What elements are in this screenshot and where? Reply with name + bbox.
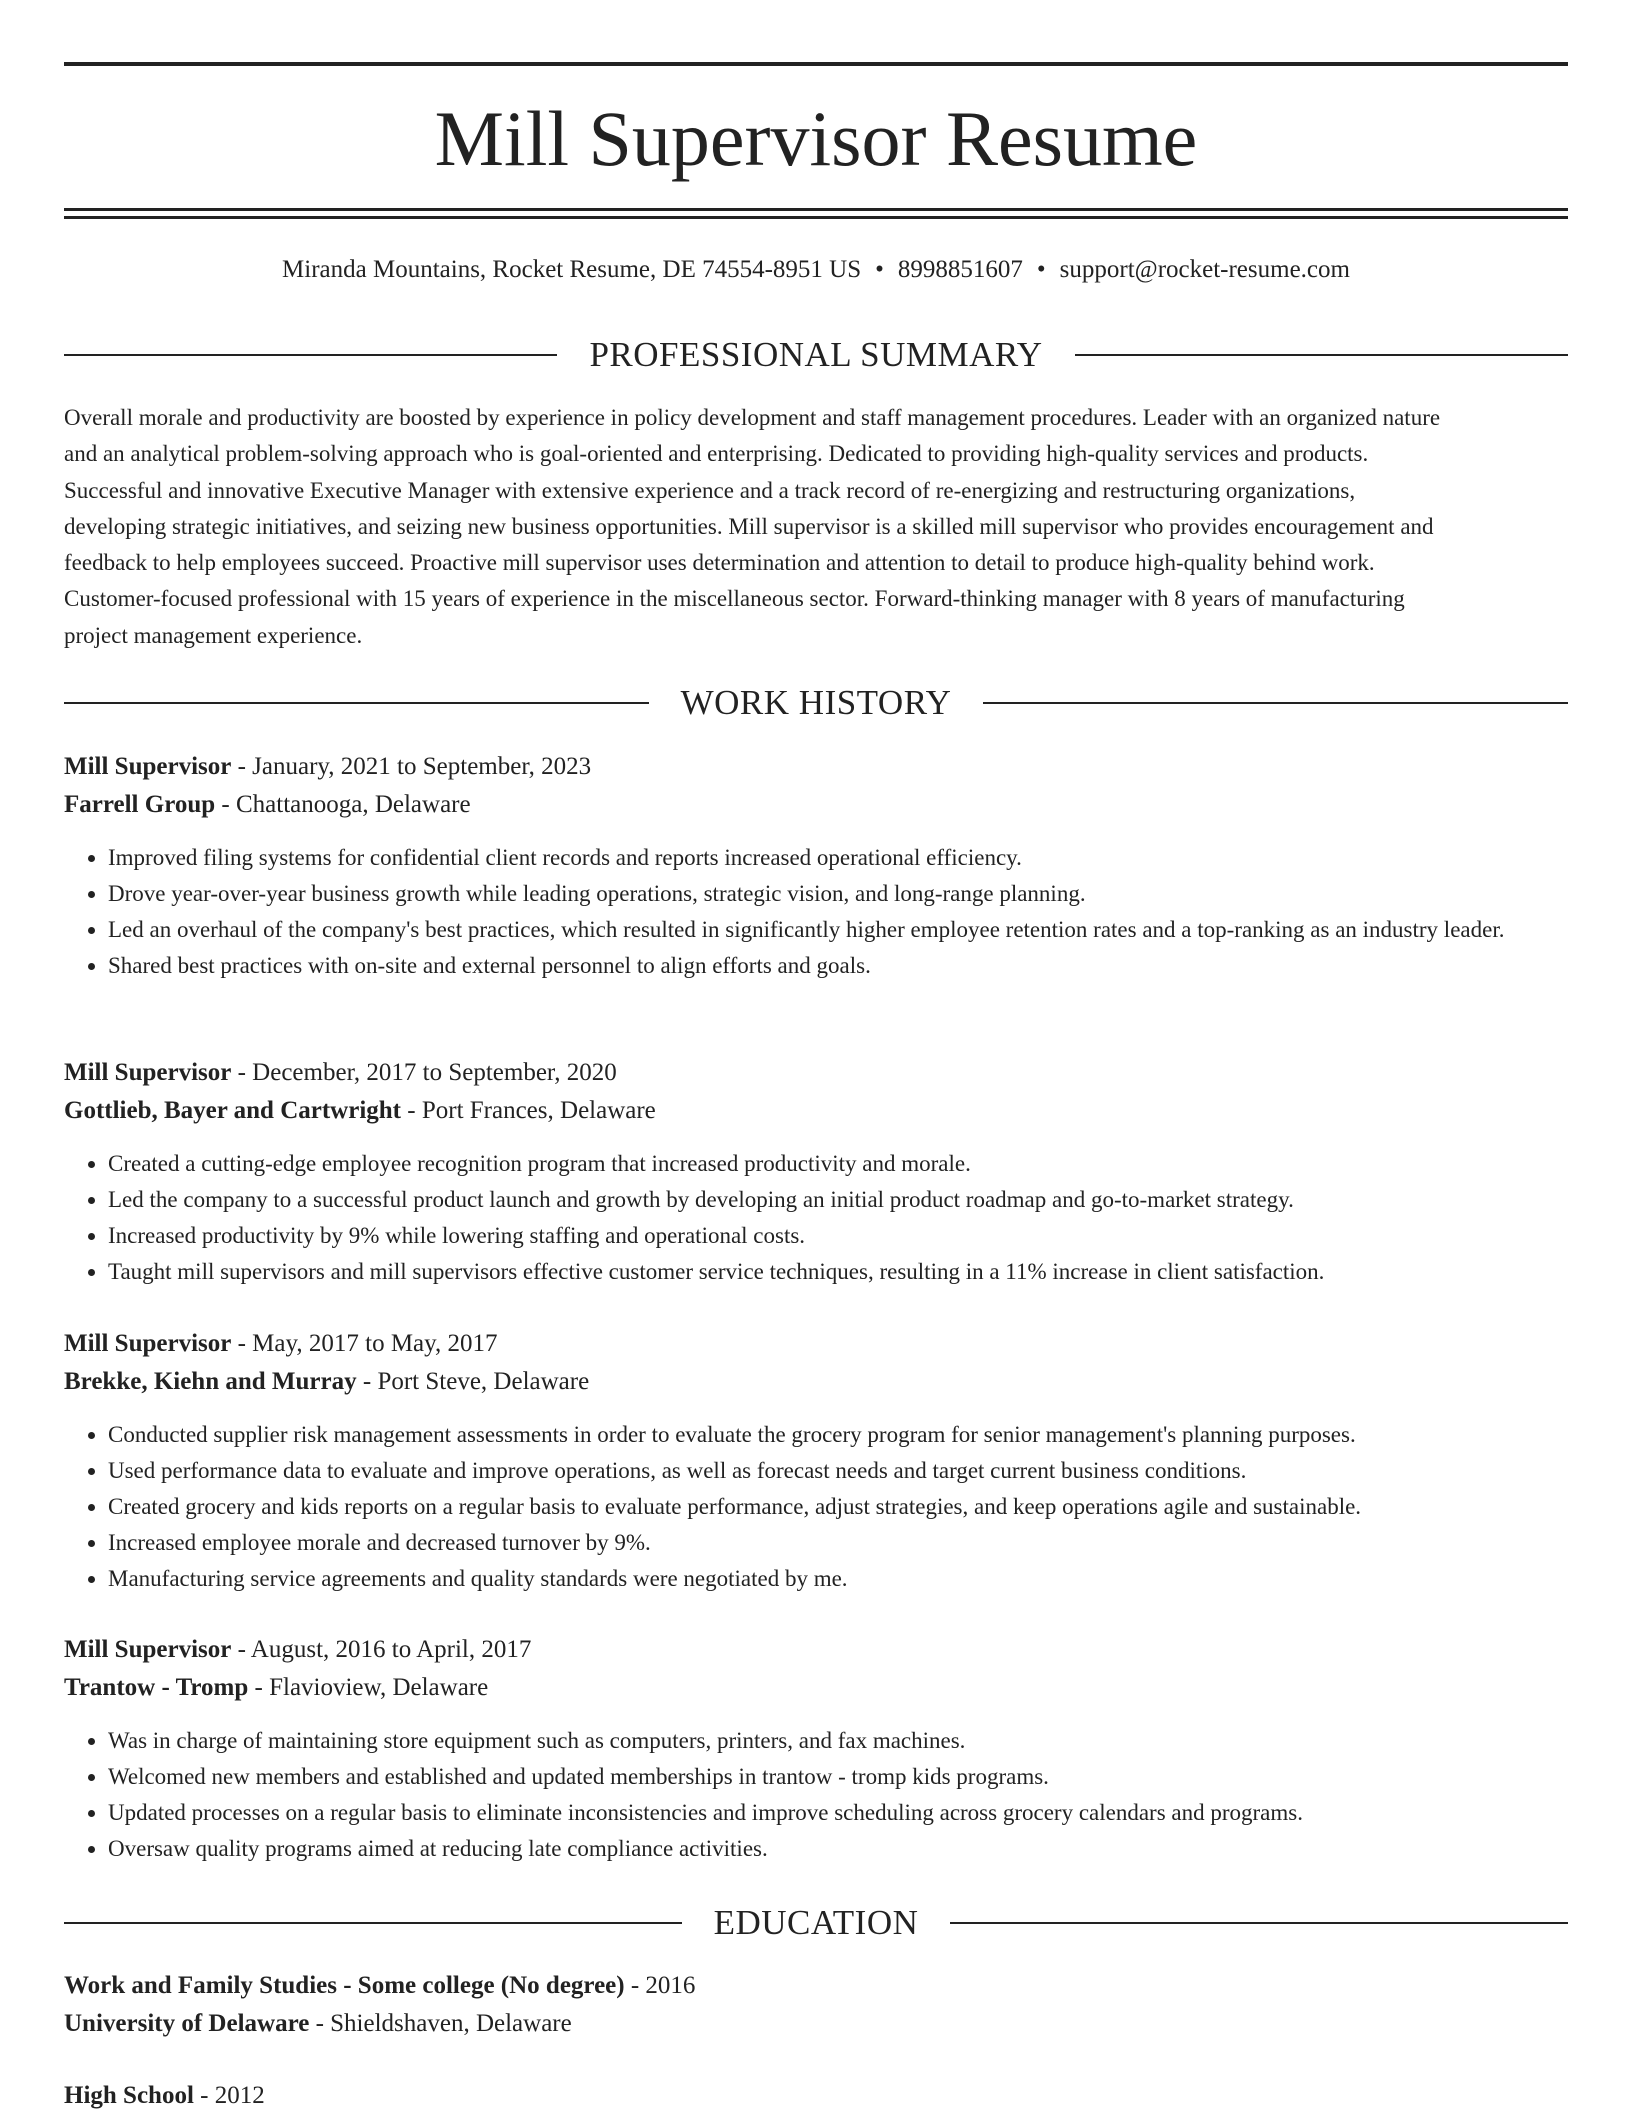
job-company: Brekke, Kiehn and Murray (64, 1368, 357, 1395)
job-location: - Port Frances, Delaware (401, 1097, 656, 1124)
summary-line: project management experience. (64, 622, 363, 648)
job-company-line (64, 786, 1568, 824)
job-dates: - December, 2017 to September, 2020 (231, 1059, 617, 1086)
professional-summary (64, 400, 1568, 654)
heading-rule (1075, 354, 1568, 356)
contact-email: support@rocket-resume.com (1059, 256, 1350, 283)
job-bullet: • Drove year-over-year business growth while leading operations, strategic vision, and long-range planning. (108, 876, 1568, 912)
job-bullets (64, 840, 1568, 984)
job-bullet: • Was in charge of maintaining store equipment such as computers, printers, and fax machines. (108, 1723, 1568, 1759)
job-title-line (64, 1631, 1568, 1669)
job-bullet: • Created grocery and kids reports on a regular basis to evaluate performance, adjust strategies, and keep operations agile and sustainable. (108, 1489, 1568, 1525)
education-school-line (64, 2005, 1568, 2043)
contact-separator: • (875, 256, 884, 283)
education-degree: High School (64, 2082, 194, 2109)
job-bullet: • Created a cutting-edge employee recognition program that increased productivity and morale. (108, 1146, 1568, 1182)
summary-line: and an analytical problem-solving approach who is goal-oriented and enterprising. Dedicated to providing high-quality services and products. (64, 441, 1369, 467)
section-title: WORK HISTORY (680, 683, 952, 722)
job-title: Mill Supervisor (64, 753, 232, 780)
job-bullets (64, 1417, 1568, 1597)
summary-line: Overall morale and productivity are boosted by experience in policy development and staff management procedures. Leader with an organized nature (64, 405, 1441, 430)
summary-line: Successful and innovative Executive Manager with extensive experience and a track record of re-energizing and restructuring organizations, (64, 477, 1356, 503)
summary-line: Customer-focused professional with 15 years of experience in the miscellaneous sector. Forward-thinking manager with 8 years of manufacturing (64, 586, 1405, 612)
top-rule (64, 62, 1568, 66)
contact-line (64, 253, 1568, 287)
job-bullet: • Improved filing systems for confidential client records and reports increased operational efficiency. (108, 840, 1568, 876)
job-location: - Chattanooga, Delaware (215, 791, 471, 818)
contact-separator: • (1036, 256, 1046, 283)
job-bullet: • Led an overhaul of the company's best practices, which resulted in significantly higher employee retention rates and a top-ranking as an industry leader. (108, 912, 1568, 948)
job-bullet: • Used performance data to evaluate and improve operations, as well as forecast needs and target current business conditions. (108, 1453, 1568, 1489)
job-dates: - January, 2021 to September, 2023 (231, 753, 592, 780)
job-title-line (64, 1325, 1568, 1363)
summary-line: feedback to help employees succeed. Proactive mill supervisor uses determination and attention to detail to produce high-quality behind work. (64, 550, 1375, 576)
heading-rule (983, 702, 1568, 704)
job-bullet: • Manufacturing service agreements and quality standards were negotiated by me. (108, 1561, 1568, 1597)
job-title-line (64, 748, 1568, 786)
section-title: PROFESSIONAL SUMMARY (589, 335, 1043, 374)
job-entry (64, 1054, 1568, 1290)
education-entry (64, 2077, 1568, 2115)
job-bullets (64, 1146, 1568, 1290)
job-entry (64, 748, 1568, 984)
job-location: - Flavioview, Delaware (248, 1674, 489, 1701)
job-entry (64, 1325, 1568, 1597)
page-title: Mill Supervisor Resume (434, 95, 1198, 182)
section-heading-work (64, 683, 1568, 723)
heading-rule (950, 1922, 1568, 1924)
education-year: - 2016 (624, 1972, 696, 1999)
heading-rule (64, 702, 649, 704)
job-bullet: • Shared best practices with on-site and external personnel to align efforts and goals. (108, 948, 1568, 984)
job-dates: - August, 2016 to April, 2017 (231, 1636, 532, 1663)
job-title: Mill Supervisor (64, 1330, 232, 1357)
job-bullet: • Taught mill supervisors and mill supervisors effective customer service techniques, resulting in a 11% increase in client satisfaction. (108, 1254, 1568, 1290)
job-company-line (64, 1092, 1568, 1130)
job-entry (64, 1631, 1568, 1867)
job-company-line (64, 1669, 1568, 1707)
education-year: - 2012 (193, 2082, 265, 2109)
education-degree-line (64, 2077, 1568, 2115)
job-title: Mill Supervisor (64, 1636, 232, 1663)
title-rule-lower (64, 216, 1568, 219)
education-entry (64, 1967, 1568, 2043)
education-location: - Shieldshaven, Delaware (309, 2010, 572, 2037)
summary-line: developing strategic initiatives, and seizing new business opportunities. Mill supervisor is a skilled mill supervisor who provides encouragement and (64, 513, 1434, 539)
education-degree: Work and Family Studies - Some college (No degree) (64, 1972, 625, 1999)
education-degree-line (64, 1967, 1568, 2005)
job-bullet: • Welcomed new members and established and updated memberships in trantow - tromp kids programs. (108, 1759, 1568, 1795)
job-bullet: • Increased employee morale and decreased turnover by 9%. (108, 1525, 1568, 1561)
job-location: - Port Steve, Delaware (356, 1368, 590, 1395)
section-heading-education (64, 1903, 1568, 1943)
job-dates: - May, 2017 to May, 2017 (231, 1330, 498, 1357)
contact-address: Miranda Mountains, Rocket Resume, DE 74554-8951 US (282, 256, 862, 283)
job-company: Trantow - Tromp (64, 1674, 249, 1701)
job-bullet: • Increased productivity by 9% while lowering staffing and operational costs. (108, 1218, 1568, 1254)
job-bullet: • Updated processes on a regular basis to eliminate inconsistencies and improve scheduling across grocery calendars and programs. (108, 1795, 1568, 1831)
job-company-line (64, 1363, 1568, 1401)
heading-rule (64, 354, 557, 356)
job-bullet: • Led the company to a successful product launch and growth by developing an initial product roadmap and go-to-market strategy. (108, 1182, 1568, 1218)
job-title-line (64, 1054, 1568, 1092)
section-heading-summary (64, 335, 1568, 375)
contact-phone: 8998851607 (897, 256, 1023, 283)
job-bullets (64, 1723, 1568, 1867)
heading-rule (64, 1922, 682, 1924)
education-school: University of Delaware (64, 2010, 310, 2037)
section-title: EDUCATION (713, 1903, 919, 1942)
job-bullet: • Oversaw quality programs aimed at reducing late compliance activities. (108, 1831, 1568, 1867)
job-company: Gottlieb, Bayer and Cartwright (64, 1097, 402, 1124)
job-company: Farrell Group (64, 791, 216, 818)
title-rule-upper (64, 208, 1568, 211)
job-bullet: • Conducted supplier risk management assessments in order to evaluate the grocery program for senior management's planning purposes. (108, 1417, 1568, 1453)
job-title: Mill Supervisor (64, 1059, 232, 1086)
